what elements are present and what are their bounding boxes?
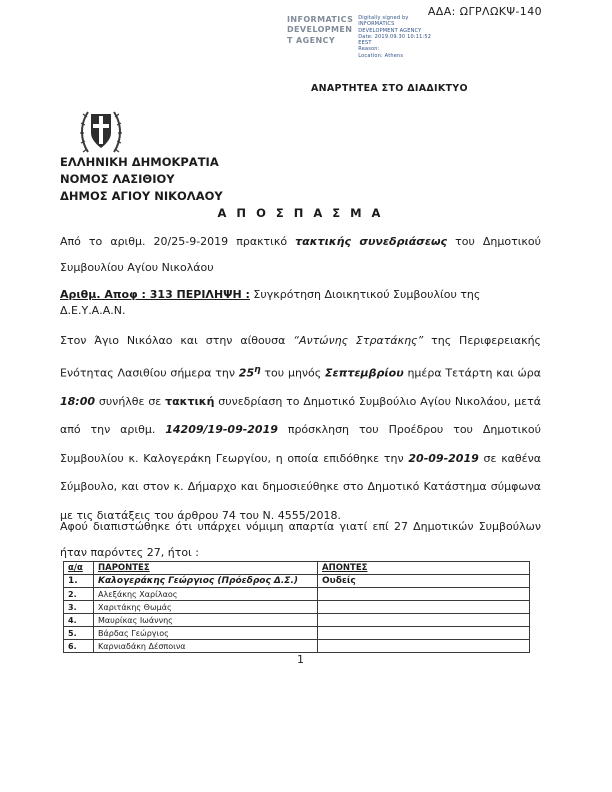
text-segment: του μηνός xyxy=(260,366,326,380)
text-segment: της Περιφερειακής Ενότητας Λασιθίου σήμερα την xyxy=(60,334,541,380)
present-member: Καλογεράκης Γεώργιος (Πρόεδρος Δ.Σ.) xyxy=(94,575,318,588)
col-header-present xyxy=(94,562,318,575)
col-header-present-label: ΠΑΡΟΝΤΕΣ xyxy=(98,563,150,573)
present-member: Αλεξάκης Χαρίλαος xyxy=(94,588,318,601)
signature-detail-line: Location: Athens xyxy=(358,52,404,59)
ada-number: ΑΔΑ: ΩΓΡΛΩΚΨ-140 xyxy=(427,5,542,18)
posting-notice: ΑΝΑΡΤΗΤΕΑ ΣΤΟ ΔΙΑΔΙΚΤΥΟ xyxy=(311,83,468,94)
row-index: 6. xyxy=(64,640,94,653)
col-header-absent-label: ΑΠΟΝΤΕΣ xyxy=(322,563,368,573)
table-row xyxy=(64,601,530,614)
row-index: 1. xyxy=(64,575,94,588)
table-header-row xyxy=(64,562,530,575)
text-segment: Στον Άγιο Νικόλαο και στην αίθουσα xyxy=(60,334,294,347)
authority-republic: ΕΛΛΗΝΙΚΗ ΔΗΜΟΚΡΑΤΙΑ xyxy=(60,155,219,169)
absent-member xyxy=(318,588,530,601)
absent-member xyxy=(318,640,530,653)
page-number: 1 xyxy=(297,653,304,666)
text-segment-emphasis: τακτικής συνεδριάσεως xyxy=(295,235,448,248)
text-segment: πρόσκληση του Προέδρου του Δημοτικού Συμβουλίου κ. Καλογεράκη Γεωργίου, η οποία επιδόθηκε την xyxy=(60,423,541,465)
absent-member xyxy=(318,627,530,640)
signature-details xyxy=(358,15,431,59)
signature-detail-line: Reason: xyxy=(358,46,380,53)
text-segment-session-type: τακτική xyxy=(165,394,215,408)
authority-block xyxy=(60,154,223,205)
text-segment: του Δημοτικού Συμβουλίου Αγίου Νικολάου xyxy=(60,235,542,274)
row-index: 5. xyxy=(64,627,94,640)
attendance-table xyxy=(63,561,530,653)
signature-detail-line: INFORMATICS xyxy=(358,21,395,28)
signature-agency-name xyxy=(287,15,353,46)
subject-text: Συγκρότηση Διοικητικού Συμβουλίου της Δ.Ε.Υ.Α.Α.Ν. xyxy=(60,288,481,317)
present-member: Βάρδας Γεώργιος xyxy=(94,627,318,640)
col-header-index xyxy=(64,562,94,575)
signature-detail-line: DEVELOPMENT AGENCY xyxy=(358,27,422,34)
text-segment-date: 20-09-2019 xyxy=(408,451,479,465)
signature-detail-line: Digitally signed by xyxy=(358,15,409,21)
text-segment-time: 18:00 xyxy=(60,394,96,408)
table-row xyxy=(64,614,530,627)
text-segment-protocol: 14209/19-09-2019 xyxy=(165,423,278,437)
present-member: Καρνιαδάκη Δέσποινα xyxy=(94,640,318,653)
text-segment-ordinal: η xyxy=(254,363,261,375)
present-member: Μαυρίκας Ιωάννης xyxy=(94,614,318,627)
row-index: 4. xyxy=(64,614,94,627)
text-segment-quote: “Αντώνης Στρατάκης” xyxy=(293,334,424,347)
table-row xyxy=(64,640,530,653)
text-segment: Από το αριθμ. 20/25-9-2019 πρακτικό xyxy=(60,235,296,248)
document-title: Α Π Ο Σ Π Α Σ Μ Α xyxy=(217,206,384,220)
absent-member: Ουδείς xyxy=(318,575,530,588)
text-segment: συνήλθε σε xyxy=(95,394,166,408)
absent-member xyxy=(318,601,530,614)
authority-prefecture: ΝΟΜΟΣ ΛΑΣΙΘΙΟΥ xyxy=(60,172,175,186)
text-segment-month: Σεπτεμβρίου xyxy=(325,366,404,380)
table-row xyxy=(64,575,530,588)
intro-paragraph xyxy=(60,229,541,281)
authority-municipality: ΔΗΜΟΣ ΑΓΙΟΥ ΝΙΚΟΛΑΟΥ xyxy=(60,189,223,203)
subject-label: Αριθμ. Αποφ : 313 ΠΕΡΙΛΗΨΗ : xyxy=(60,288,250,301)
subject-line xyxy=(60,287,541,319)
col-header-index-label: α/α xyxy=(68,563,83,573)
text-segment: σε καθένα Σύμβουλο, και στον κ. Δήμαρχο και δημοσιεύθηκε στο Δημοτικό Κατάστημα σύμφωνα με τις διατάξεις του άρθρου 74 του Ν. 4555/2018. xyxy=(60,451,542,522)
signature-detail-line: EEST xyxy=(358,40,372,46)
row-index: 3. xyxy=(64,601,94,614)
main-paragraph xyxy=(60,327,541,530)
signature-agency-line: INFORMATICS xyxy=(287,15,354,24)
signature-agency-line: DEVELOPMEN xyxy=(287,25,353,35)
table-row xyxy=(64,627,530,640)
signature-detail-line: Date: 2019.09.30 10:11:52 xyxy=(358,33,432,40)
table-row xyxy=(64,588,530,601)
digital-signature-block xyxy=(287,15,431,59)
absent-member xyxy=(318,614,530,627)
quorum-paragraph: Αφού διαπιστώθηκε ότι υπάρχει νόμιμη απαρτία γιατί επί 27 Δημοτικών Συμβούλων ήταν παρόντες 27, ήτοι : xyxy=(60,520,541,559)
col-header-absent xyxy=(318,562,530,575)
text-segment-date: 25 xyxy=(238,366,255,380)
present-member: Χαριτάκης Θωμάς xyxy=(94,601,318,614)
text-segment: συνεδρίαση το Δημοτικό Συμβούλιο Αγίου Νικολάου, μετά από την αριθμ. xyxy=(60,394,541,437)
text-segment: ημέρα Τετάρτη και ώρα xyxy=(403,366,541,380)
row-index: 2. xyxy=(64,588,94,601)
signature-agency-line: T AGENCY xyxy=(287,35,336,45)
